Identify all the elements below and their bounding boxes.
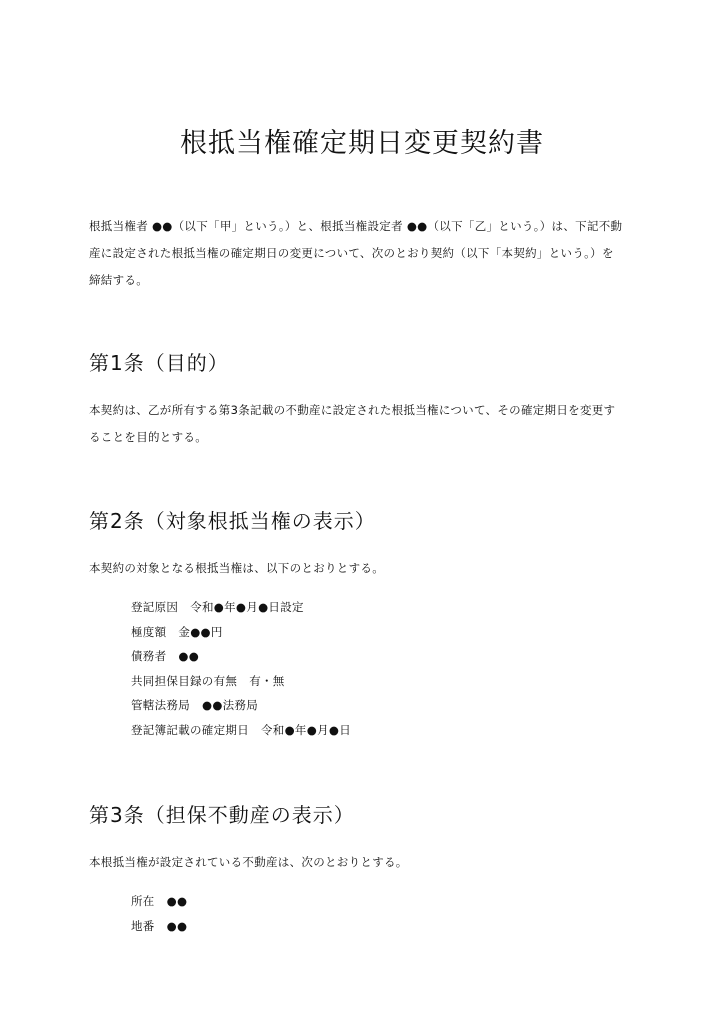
preamble-line: 根抵当権者 ●●（以下「甲」という。）と、根抵当権設定者 ●●（以下「乙」という。）は、下記不動 (89, 219, 623, 233)
article-2-items (131, 595, 351, 742)
article-3-body (89, 849, 649, 876)
list-item (131, 595, 351, 620)
item-label: 所在 (131, 894, 155, 908)
article-2-heading: 第2条（対象根抵当権の表示） (89, 509, 376, 533)
article-1-line: 本契約は、乙が所有する第3条記載の不動産に設定された根抵当権について、その確定期日を変更す (89, 403, 616, 417)
preamble-line: 産に設定された根抵当権の確定期日の変更について、次のとおり契約（以下「本契約」という。）を (89, 246, 614, 260)
article-1-line: ることを目的とする。 (89, 430, 207, 444)
list-item (131, 644, 351, 669)
list-item (131, 669, 351, 694)
list-item (131, 693, 351, 718)
preamble-line: 締結する。 (89, 273, 148, 287)
item-label: 地番 (131, 918, 155, 933)
item-value: 金●●円 (178, 624, 223, 639)
article-3-line: 本根抵当権が設定されている不動産は、次のとおりとする。 (89, 855, 408, 869)
document-title: 根抵当権確定期日変更契約書 (180, 128, 544, 159)
item-label: 共同担保目録の有無 (131, 673, 238, 688)
item-value: 令和●年●月●日設定 (190, 600, 304, 614)
article-1-body (89, 397, 649, 451)
list-item (131, 889, 187, 914)
item-label: 登記原因 (131, 600, 179, 614)
item-label: 極度額 (131, 624, 167, 639)
item-value: ●● (178, 649, 200, 663)
list-item (131, 914, 187, 939)
item-label: 債務者 (131, 649, 167, 663)
article-2-body (89, 555, 649, 582)
list-item (131, 718, 351, 743)
list-item (131, 620, 351, 645)
article-2-line: 本契約の対象となる根抵当権は、以下のとおりとする。 (89, 561, 384, 575)
item-value: ●● (166, 894, 188, 908)
item-label: 登記簿記載の確定期日 (131, 722, 249, 737)
article-1-heading: 第1条（目的） (89, 351, 229, 375)
item-value: 有・無 (249, 673, 285, 688)
article-3-heading: 第3条（担保不動産の表示） (89, 803, 355, 827)
item-value: 令和●年●月●日 (261, 722, 352, 737)
article-3-items (131, 889, 187, 938)
item-value: ●● (166, 918, 188, 933)
preamble (89, 213, 649, 294)
item-value: ●●法務局 (202, 698, 259, 712)
item-label: 管轄法務局 (131, 698, 190, 712)
